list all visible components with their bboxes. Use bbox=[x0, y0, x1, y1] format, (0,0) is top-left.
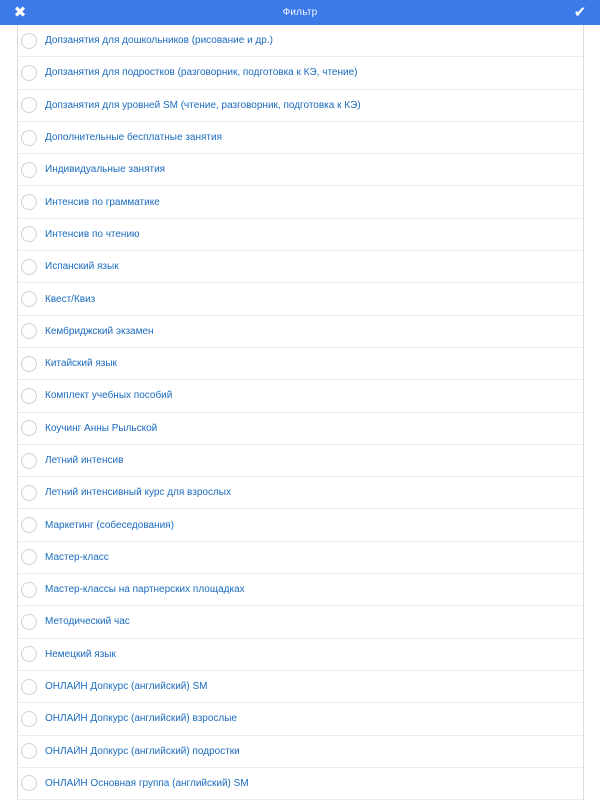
radio-button[interactable] bbox=[21, 130, 37, 146]
list-item[interactable] bbox=[18, 736, 583, 768]
option-label: Испанский язык bbox=[45, 261, 119, 273]
list-item[interactable] bbox=[18, 671, 583, 703]
list-item[interactable] bbox=[18, 186, 583, 218]
radio-button[interactable] bbox=[21, 582, 37, 598]
radio-button[interactable] bbox=[21, 646, 37, 662]
list-item[interactable] bbox=[18, 380, 583, 412]
radio-button[interactable] bbox=[21, 711, 37, 727]
option-label: Мастер-классы на партнерских площадках bbox=[45, 584, 245, 596]
option-label: Допзанятия для уровней SM (чтение, разговорник, подготовка к КЭ) bbox=[45, 99, 361, 111]
option-label: Методический час bbox=[45, 616, 130, 628]
list-item[interactable] bbox=[18, 542, 583, 574]
option-label: Интенсив по грамматике bbox=[45, 196, 160, 208]
radio-button[interactable] bbox=[21, 291, 37, 307]
radio-button[interactable] bbox=[21, 485, 37, 501]
option-label: ОНЛАЙН Основная группа (английский) SM bbox=[45, 777, 249, 789]
option-label: Комплект учебных пособий bbox=[45, 390, 173, 402]
radio-button[interactable] bbox=[21, 453, 37, 469]
radio-button[interactable] bbox=[21, 194, 37, 210]
list-item[interactable] bbox=[18, 445, 583, 477]
list-item[interactable] bbox=[18, 251, 583, 283]
radio-button[interactable] bbox=[21, 162, 37, 178]
radio-button[interactable] bbox=[21, 33, 37, 49]
option-label: Маркетинг (собеседования) bbox=[45, 519, 174, 531]
radio-button[interactable] bbox=[21, 517, 37, 533]
list-item[interactable] bbox=[18, 477, 583, 509]
list-item[interactable] bbox=[18, 154, 583, 186]
radio-button[interactable] bbox=[21, 226, 37, 242]
list-item[interactable] bbox=[18, 574, 583, 606]
radio-button[interactable] bbox=[21, 743, 37, 759]
radio-button[interactable] bbox=[21, 549, 37, 565]
option-label: ОНЛАЙН Допкурс (английский) SM bbox=[45, 681, 208, 693]
radio-button[interactable] bbox=[21, 775, 37, 791]
list-item[interactable] bbox=[18, 219, 583, 251]
radio-button[interactable] bbox=[21, 97, 37, 113]
radio-button[interactable] bbox=[21, 614, 37, 630]
option-label: Кембриджский экзамен bbox=[45, 325, 154, 337]
option-label: Индивидуальные занятия bbox=[45, 164, 166, 176]
list-item[interactable] bbox=[18, 57, 583, 89]
list-item[interactable] bbox=[18, 509, 583, 541]
list-item[interactable] bbox=[18, 639, 583, 671]
check-icon: ✔ bbox=[573, 3, 587, 21]
option-label: Немецкий язык bbox=[45, 648, 116, 660]
radio-button[interactable] bbox=[21, 323, 37, 339]
list-item[interactable] bbox=[18, 90, 583, 122]
list-item[interactable] bbox=[18, 283, 583, 315]
list-item[interactable] bbox=[18, 122, 583, 154]
option-label: Китайский язык bbox=[45, 358, 117, 370]
option-label: ОНЛАЙН Допкурс (английский) подростки bbox=[45, 745, 240, 757]
radio-button[interactable] bbox=[21, 420, 37, 436]
option-label: Мастер-класс bbox=[45, 551, 109, 563]
list-item[interactable] bbox=[18, 703, 583, 735]
option-label: Квест/Квиз bbox=[45, 293, 96, 305]
option-label: Допзанятия для дошкольников (рисование и др.) bbox=[45, 35, 273, 47]
option-label: Летний интенсив bbox=[45, 455, 124, 466]
radio-button[interactable] bbox=[21, 259, 37, 275]
radio-button[interactable] bbox=[21, 679, 37, 695]
list-item[interactable] bbox=[18, 606, 583, 638]
radio-button[interactable] bbox=[21, 356, 37, 372]
radio-button[interactable] bbox=[21, 388, 37, 404]
option-label: Допзанятия для подростков (разговорник, подготовка к КЭ, чтение) bbox=[45, 67, 358, 79]
list-item[interactable] bbox=[18, 25, 583, 57]
radio-button[interactable] bbox=[21, 65, 37, 81]
list-item[interactable] bbox=[18, 316, 583, 348]
option-label: Интенсив по чтению bbox=[45, 228, 140, 240]
list-item[interactable] bbox=[18, 768, 583, 800]
close-button[interactable] bbox=[9, 0, 31, 25]
option-label: Летний интенсивный курс для взрослых bbox=[45, 487, 231, 499]
option-label: ОНЛАЙН Допкурс (английский) взрослые bbox=[45, 713, 237, 725]
list-item[interactable] bbox=[18, 413, 583, 445]
close-icon: ✖ bbox=[13, 3, 27, 21]
filter-header bbox=[0, 0, 600, 25]
page-title: Фильтр bbox=[282, 7, 318, 18]
option-label: Коучинг Анны Рыльской bbox=[45, 422, 158, 434]
option-label: Дополнительные бесплатные занятия bbox=[45, 132, 223, 144]
filter-options-list bbox=[17, 25, 584, 800]
confirm-button[interactable] bbox=[569, 0, 591, 25]
list-item[interactable] bbox=[18, 348, 583, 380]
